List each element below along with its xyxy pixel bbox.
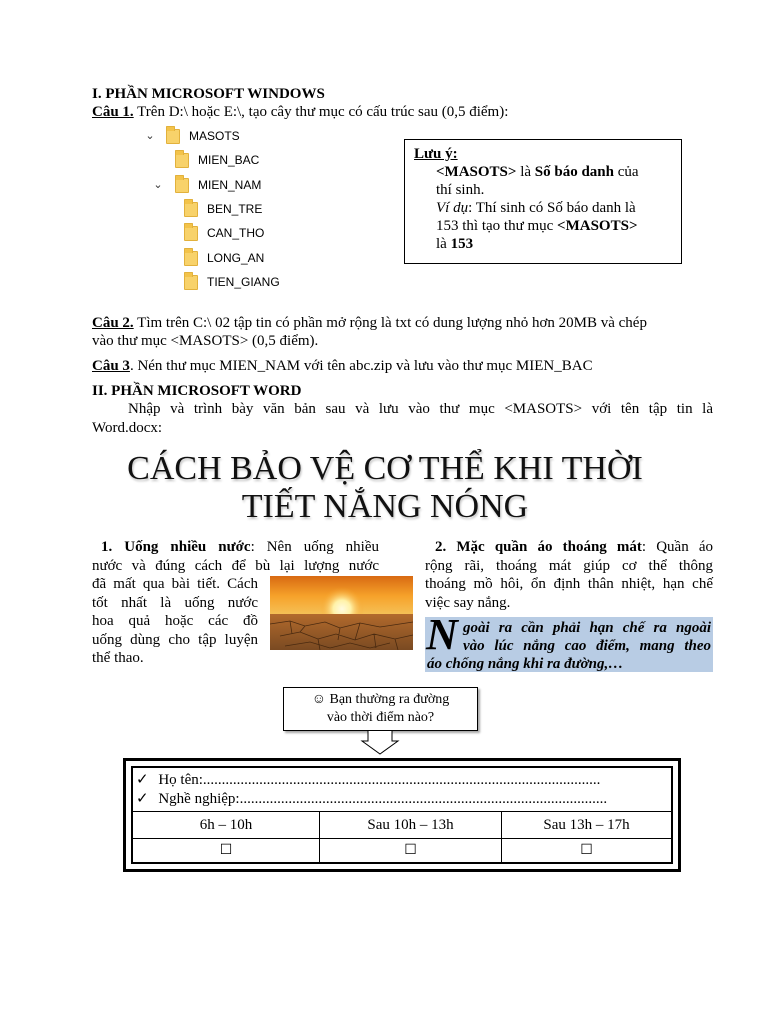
note-number: 153 [450, 236, 474, 252]
col1-line-2: nước và đúng cách để bù lại lượng nước [92, 557, 379, 574]
folder-icon [175, 178, 189, 193]
col2-num: 2. [435, 539, 447, 555]
sunset-drought-picture [270, 576, 413, 650]
folder-label: MASOTS [189, 129, 240, 143]
col1-text: : Nên uống nhiều [250, 539, 380, 555]
job-field[interactable] [136, 790, 607, 808]
callout-line-1: ☺ Bạn thường ra đường [311, 692, 450, 707]
col1-line-7: thể thao. [92, 650, 144, 666]
callout-arrow-icon [360, 730, 400, 756]
col1-line-5: hoa quả hoặc các đồ [92, 613, 258, 629]
note-line-4 [436, 217, 638, 235]
question-2-line-1 [92, 314, 647, 332]
time-option-3-checkbox[interactable]: ☐ [580, 842, 593, 858]
folder-mien-nam[interactable] [175, 175, 261, 195]
folder-mien-bac[interactable] [175, 150, 259, 170]
col2-line-2: rộng rãi, thoáng mát giúp cơ thể thông [425, 557, 713, 574]
col2-text: : Quần áo [641, 539, 713, 555]
note-masots: <MASOTS> [557, 218, 638, 234]
table-divider [133, 838, 671, 839]
question-1-text: Trên D:\ hoặc E:\, tạo cây thư mục có cấu trúc sau (0,5 điểm): [133, 104, 509, 120]
chevron-down-icon[interactable]: ⌄ [145, 129, 155, 142]
col2-line-3: thoáng mồ hôi, ổn định thân nhiệt, hạn chế [425, 576, 713, 592]
note-text: 153 thì tạo thư mục [436, 218, 558, 234]
folder-tree [140, 125, 340, 295]
name-label: Họ tên: [158, 772, 203, 788]
shaded-paragraph [425, 610, 713, 672]
name-field[interactable] [136, 771, 600, 789]
note-sbd: Số báo danh [534, 164, 614, 180]
question-2-label: Câu 2. [92, 315, 134, 331]
note-line-2: thí sinh. [436, 182, 485, 198]
col1-line-3: đã mất qua bài tiết. Cách [92, 576, 258, 592]
folder-icon [184, 202, 198, 217]
note-text: là [516, 164, 535, 180]
check-icon: ✓ [136, 791, 149, 807]
question-3-text: . Nén thư mục MIEN_NAM với tên abc.zip và lưu vào thư mục MIEN_BAC [129, 358, 593, 374]
check-icon: ✓ [136, 772, 149, 788]
job-dots: .................................................................................................. [239, 791, 608, 807]
name-dots: .......................................................................................................... [202, 772, 601, 788]
folder-icon [184, 275, 198, 290]
col1-line-1 [92, 538, 379, 557]
question-3-label: Câu 3 [92, 358, 130, 374]
note-box [404, 139, 682, 264]
question-3 [92, 357, 593, 375]
callout-box [283, 687, 478, 731]
job-label: Nghề nghiệp: [158, 791, 240, 807]
note-line-1 [436, 163, 639, 181]
folder-icon [175, 153, 189, 168]
note-text: của [614, 164, 639, 180]
col1-heading: Uống nhiều nước [124, 539, 251, 555]
folder-label: TIEN_GIANG [207, 275, 280, 289]
question-2-line-2: vào thư mục <MASOTS> (0,5 điểm). [92, 333, 319, 349]
folder-icon [166, 129, 180, 144]
shade-line-1: goài ra cần phải hạn chế ra ngoài [463, 620, 711, 636]
folder-ben-tre[interactable] [184, 199, 262, 219]
question-1 [92, 103, 508, 121]
time-option-1-label: 6h – 10h [199, 817, 253, 833]
folder-label: CAN_THO [207, 226, 265, 240]
drop-cap: N [426, 610, 458, 659]
column-2 [425, 538, 713, 612]
question-2-text: Tìm trên C:\ 02 tập tin có phần mở rộng là txt có dung lượng nhỏ hơn 20MB và chép [133, 315, 647, 331]
chevron-down-icon[interactable]: ⌄ [153, 178, 163, 191]
question-1-label: Câu 1. [92, 104, 134, 120]
folder-icon [184, 226, 198, 241]
folder-masots[interactable] [166, 126, 240, 146]
table-divider [133, 811, 671, 812]
time-option-1-checkbox[interactable]: ☐ [219, 842, 233, 858]
folder-can-tho[interactable] [184, 223, 264, 243]
col1-line-6: uống dùng cho tập luyện [92, 631, 258, 648]
intro-line-2: Word.docx: [92, 420, 163, 436]
note-title: Lưu ý: [414, 146, 458, 162]
note-text: : Thí sinh có Số báo danh là [468, 200, 636, 216]
folder-tien-giang[interactable] [184, 272, 280, 292]
col2-line-1 [425, 538, 713, 557]
folder-label: LONG_AN [207, 251, 265, 265]
time-option-3-label: Sau 13h – 17h [543, 817, 630, 833]
callout-line-2: vào thời điểm nào? [326, 710, 435, 725]
intro-line-1: Nhập và trình bày văn bản sau và lưu vào thư mục <MASOTS> với tên tập tin là [128, 401, 713, 417]
note-example: Ví dụ [436, 200, 469, 216]
shade-line-2: vào lúc nắng cao điểm, mang theo [463, 638, 711, 654]
folder-label: MIEN_BAC [198, 153, 260, 167]
time-option-2-label: Sau 10h – 13h [367, 817, 454, 833]
folder-label: MIEN_NAM [198, 178, 262, 192]
folder-long-an[interactable] [184, 248, 264, 268]
col2-line-4: việc say nắng. [425, 594, 511, 611]
note-text: là [436, 236, 451, 252]
shade-line-3: áo chống nắng khi ra đường,… [427, 656, 624, 672]
sunset-drought-image [270, 576, 413, 650]
section2-heading: II. PHẦN MICROSOFT WORD [92, 383, 302, 399]
article-title-line-1: CÁCH BẢO VỆ CƠ THỂ KHI THỜI [127, 450, 643, 487]
col1-num: 1. [101, 539, 113, 555]
col1-line-4: tốt nhất là uống nước [92, 594, 258, 611]
section1-heading: I. PHẦN MICROSOFT WINDOWS [92, 86, 325, 102]
note-line-5 [436, 235, 473, 253]
article-title-line-2: TIẾT NẮNG NÓNG [241, 488, 529, 525]
time-option-2-checkbox[interactable]: ☐ [404, 842, 417, 858]
folder-icon [184, 251, 198, 266]
col2-heading: Mặc quần áo thoáng mát [456, 539, 642, 555]
note-line-3 [436, 199, 636, 217]
note-masots: <MASOTS> [436, 164, 517, 180]
folder-label: BEN_TRE [207, 202, 263, 216]
